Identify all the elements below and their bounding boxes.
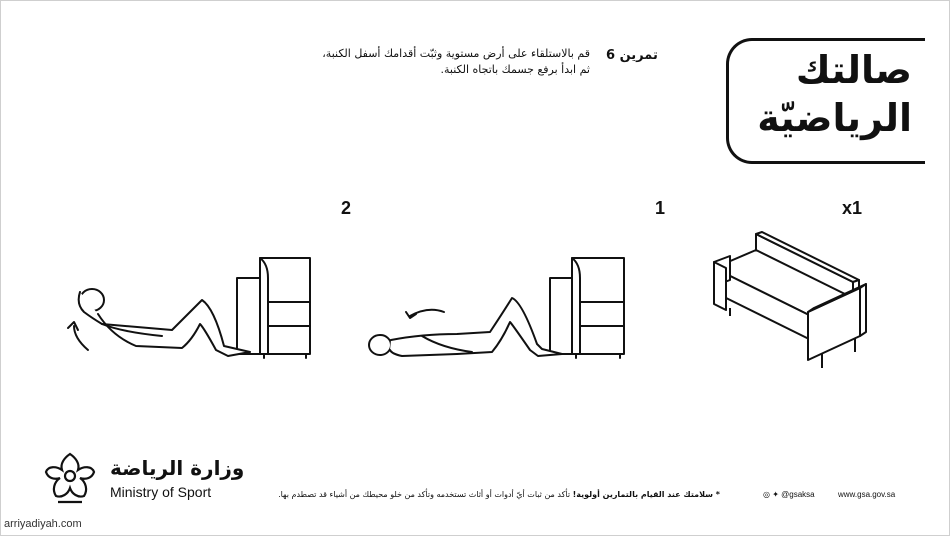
safety-note [278,490,720,499]
website-link[interactable]: www.gsa.gov.sa [838,490,896,499]
quantity-label: x1 [842,198,863,218]
sofa-illustration [700,220,875,380]
ministry-logo-icon [40,448,100,508]
safety-note-bold: * سلامتك عند القيام بالتمارين أولوية! [572,490,720,499]
twitter-icon: ✦ [772,490,779,499]
safety-note-text: تأكد من ثبات أيّ أدوات أو أثاث تستخدمه وتأكد من خلو محيطك من أشياء قد تصطدم بها. [278,490,571,499]
step-2-label: 2 [341,198,352,218]
title-line-1: صالتك [795,48,912,92]
step-2-illustration [62,252,317,364]
instruction-line-2: ثم ابدأ برفع جسمك باتجاه الكنبة. [440,63,590,76]
social-handles [763,490,815,499]
instruction-line-1: قم بالاستلقاء على أرض مستوية وثبّت أقدامك أسفل الكنبة، [322,47,590,60]
exercise-instructions [270,46,590,78]
ministry-name-arabic: وزارة الرياضة [110,456,245,480]
title-line-2: الرياضيّة [757,96,912,140]
step-1-label: 1 [655,198,666,218]
step-1-illustration [362,252,627,364]
instagram-icon: ◎ [763,490,770,499]
ministry-name-english: Ministry of Sport [110,484,212,500]
exercise-title: تمرين 6 [606,48,658,63]
watermark: arriyadiyah.com [4,518,82,530]
social-handle: @gsaksa [781,490,815,499]
